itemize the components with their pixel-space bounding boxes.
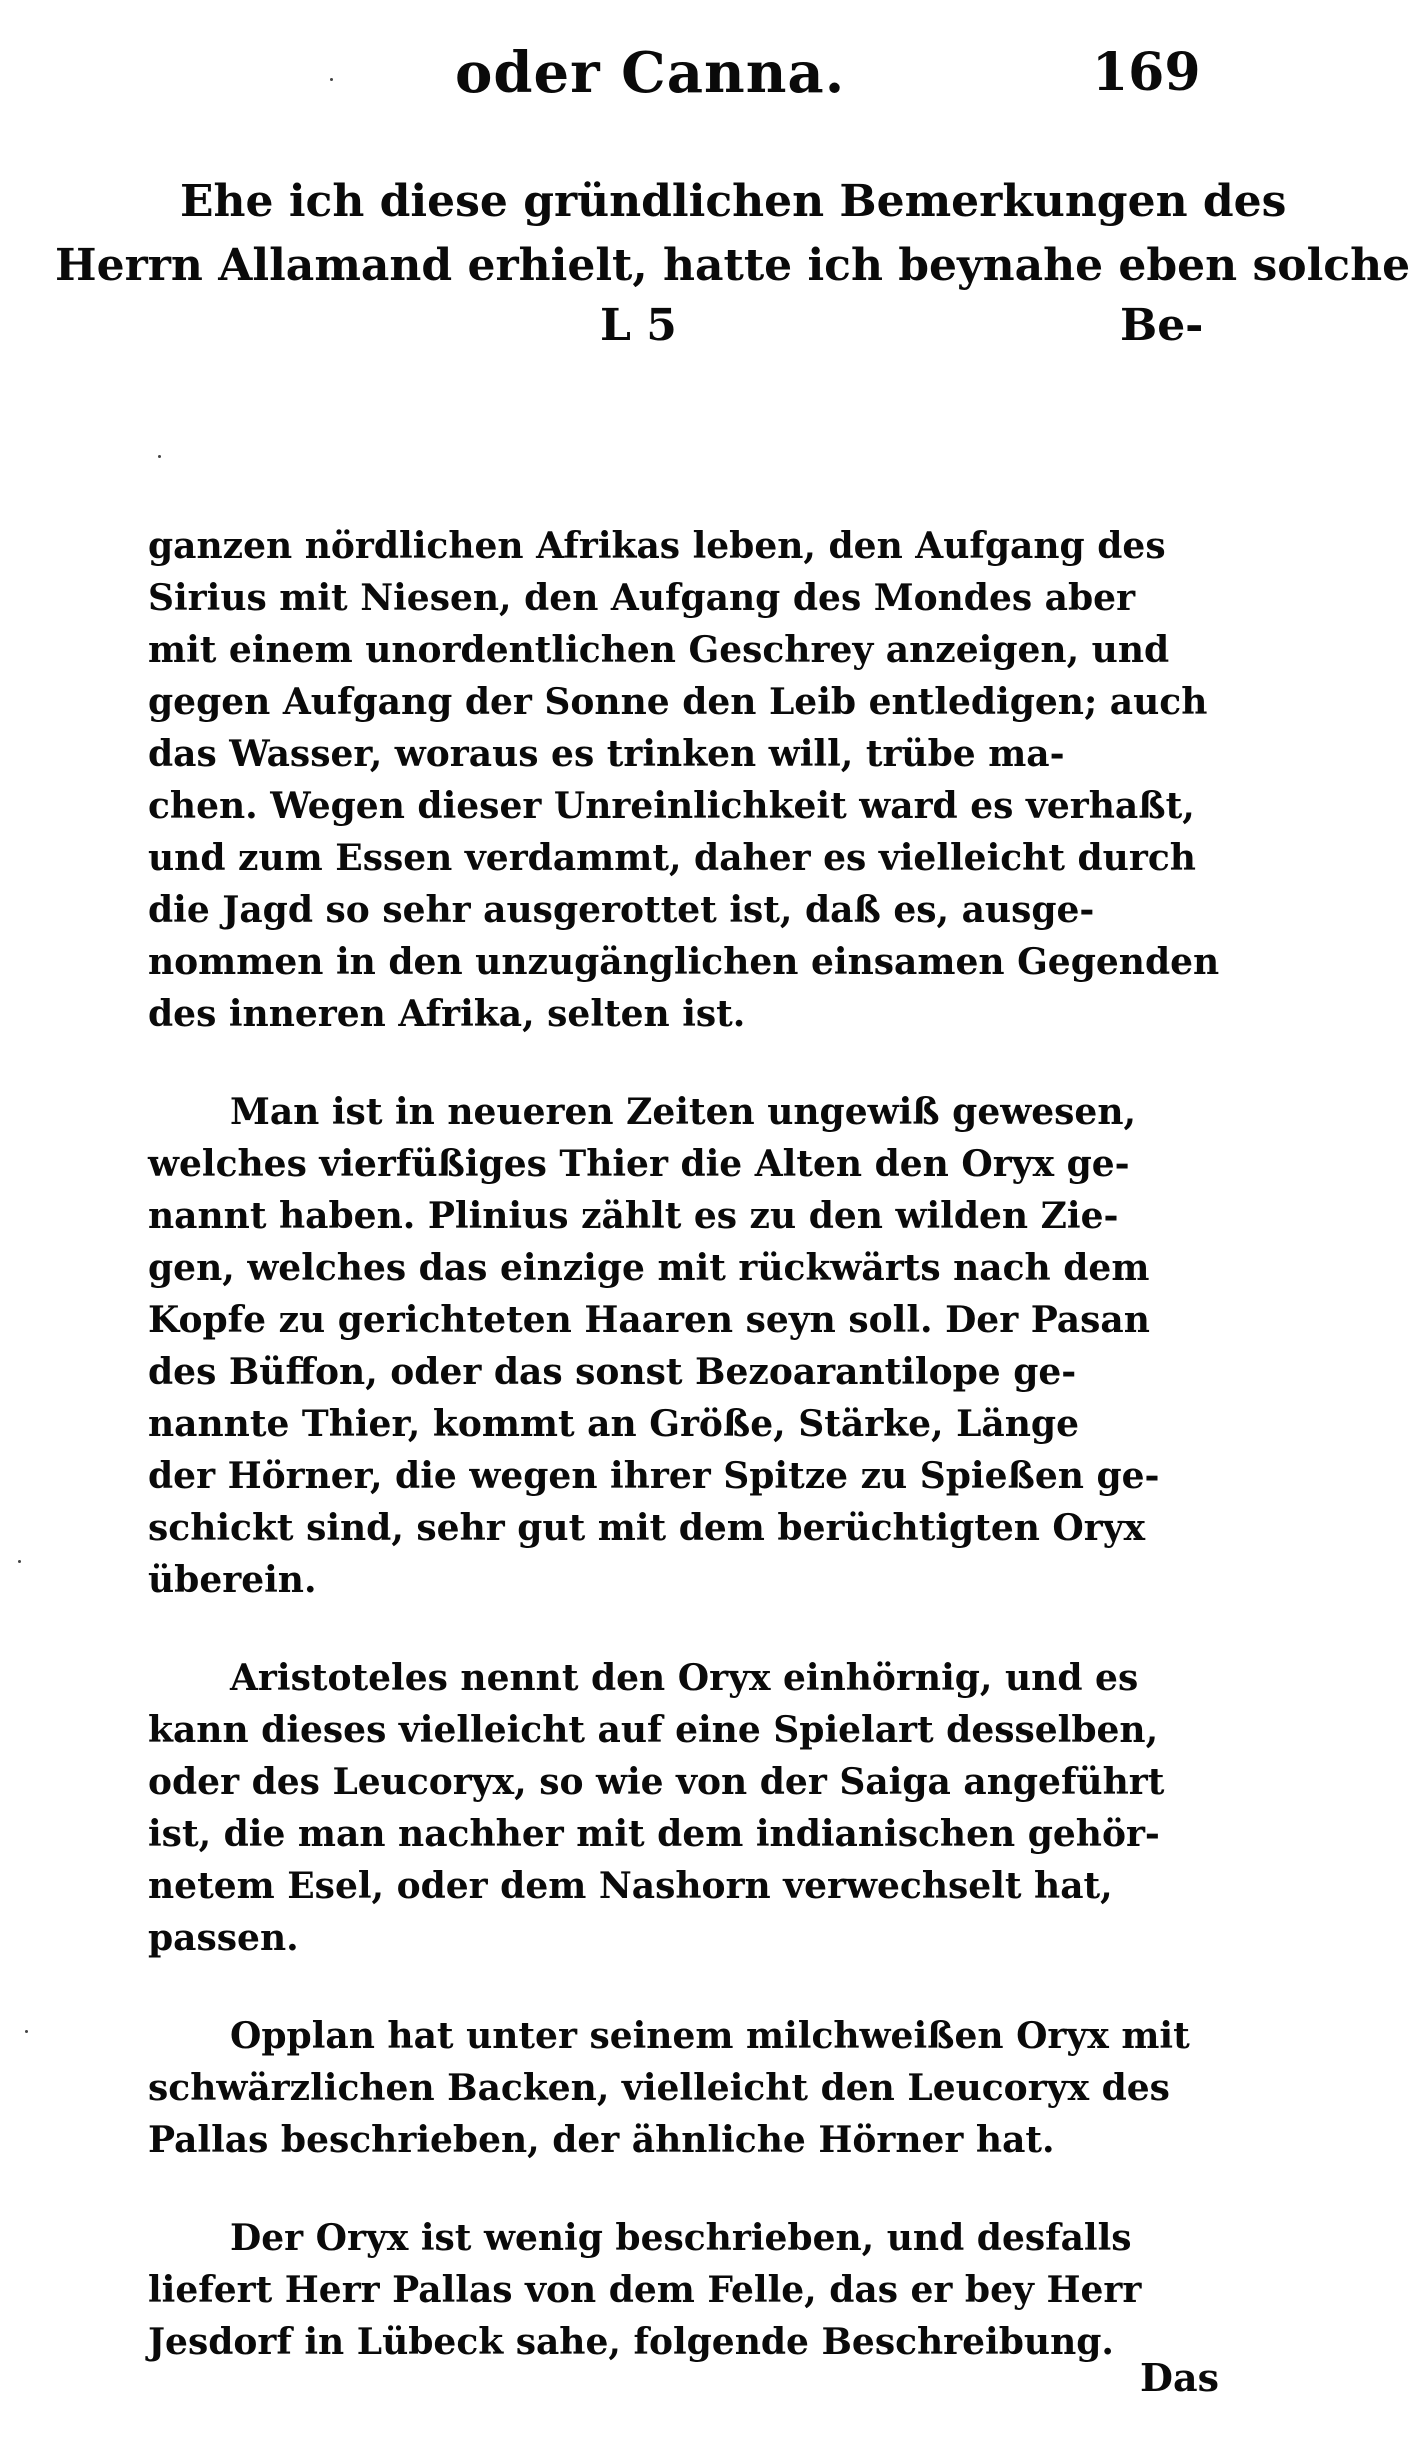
text-line: welches vierfüßiges Thier die Alten den Oryx ge- (148, 1143, 1130, 1185)
paragraph-1 (148, 520, 1223, 1040)
text-line: der Hörner, die wegen ihrer Spitze zu Spießen ge- (148, 1455, 1160, 1497)
text-line: mit einem unordentlichen Geschrey anzeigen, und (148, 629, 1170, 671)
text-line: gen, welches das einzige mit rückwärts nach dem (148, 1247, 1150, 1289)
text-line: schwärzlichen Backen, vielleicht den Leucoryx des (148, 2067, 1170, 2109)
text-line: Herrn Allamand erhielt, hatte ich beynahe eben solche (55, 240, 1410, 291)
text-line: ganzen nördlichen Afrikas leben, den Aufgang des (148, 525, 1166, 567)
text-line: gegen Aufgang der Sonne den Leib entledigen; auch (148, 681, 1208, 723)
running-head (0, 40, 1258, 120)
text-line: chen. Wegen dieser Unreinlichkeit ward es verhaßt, (148, 785, 1195, 827)
text-line: nannte Thier, kommt an Größe, Stärke, Länge (148, 1403, 1079, 1445)
signature-row (0, 300, 1258, 370)
paragraph-2 (148, 1086, 1223, 1606)
top-paragraph (55, 170, 1410, 298)
catchword-top: Be- (1120, 300, 1204, 351)
text-line: oder des Leucoryx, so wie von der Saiga angeführt (148, 1761, 1165, 1803)
text-line: kann dieses vielleicht auf eine Spielart desselben, (148, 1709, 1159, 1751)
text-line: Der Oryx ist wenig beschrieben, und desfalls (230, 2217, 1132, 2259)
catchword-bottom: Das (1140, 2355, 1219, 2400)
text-line: schickt sind, sehr gut mit dem berüchtigten Oryx (148, 1507, 1146, 1549)
paper-speck (25, 2030, 28, 2033)
text-line: des inneren Afrika, selten ist. (148, 993, 746, 1035)
text-line: überein. (148, 1559, 317, 1601)
text-line: Jesdorf in Lübeck sahe, folgende Beschreibung. (148, 2321, 1114, 2363)
paper-speck (330, 78, 333, 81)
text-line: Kopfe zu gerichteten Haaren seyn soll. Der Pasan (148, 1299, 1150, 1341)
paper-speck (158, 455, 161, 458)
text-line: Sirius mit Niesen, den Aufgang des Mondes aber (148, 577, 1136, 619)
text-line: das Wasser, woraus es trinken will, trübe ma- (148, 733, 1065, 775)
text-line: liefert Herr Pallas von dem Felle, das er bey Herr (148, 2269, 1142, 2311)
text-line: die Jagd so sehr ausgerottet ist, daß es, ausge- (148, 889, 1095, 931)
running-title: oder Canna. (455, 40, 846, 106)
paragraph-3 (148, 1652, 1223, 1964)
paragraph-5 (148, 2212, 1223, 2368)
paragraph-4 (148, 2010, 1223, 2166)
text-line: des Büffon, oder das sonst Bezoarantilope ge- (148, 1351, 1077, 1393)
page-number: 169 (1092, 42, 1201, 103)
text-line: Man ist in neueren Zeiten ungewiß gewesen, (230, 1091, 1137, 1133)
body-text (148, 520, 1223, 2368)
text-line: nannt haben. Plinius zählt es zu den wilden Zie- (148, 1195, 1119, 1237)
text-line: Aristoteles nennt den Oryx einhörnig, und es (230, 1657, 1139, 1699)
text-line: nommen in den unzugänglichen einsamen Gegenden (148, 941, 1220, 983)
text-line: passen. (148, 1917, 299, 1959)
text-line: Pallas beschrieben, der ähnliche Hörner hat. (148, 2119, 1055, 2161)
signature-mark: L 5 (600, 300, 677, 351)
text-line: Opplan hat unter seinem milchweißen Oryx mit (230, 2015, 1190, 2057)
paper-speck (18, 1560, 21, 1563)
text-line: netem Esel, oder dem Nashorn verwechselt hat, (148, 1865, 1113, 1907)
text-line: und zum Essen verdammt, daher es vielleicht durch (148, 837, 1196, 879)
text-line: Ehe ich diese gründlichen Bemerkungen des (180, 176, 1287, 227)
text-line: ist, die man nachher mit dem indianischen gehör- (148, 1813, 1160, 1855)
